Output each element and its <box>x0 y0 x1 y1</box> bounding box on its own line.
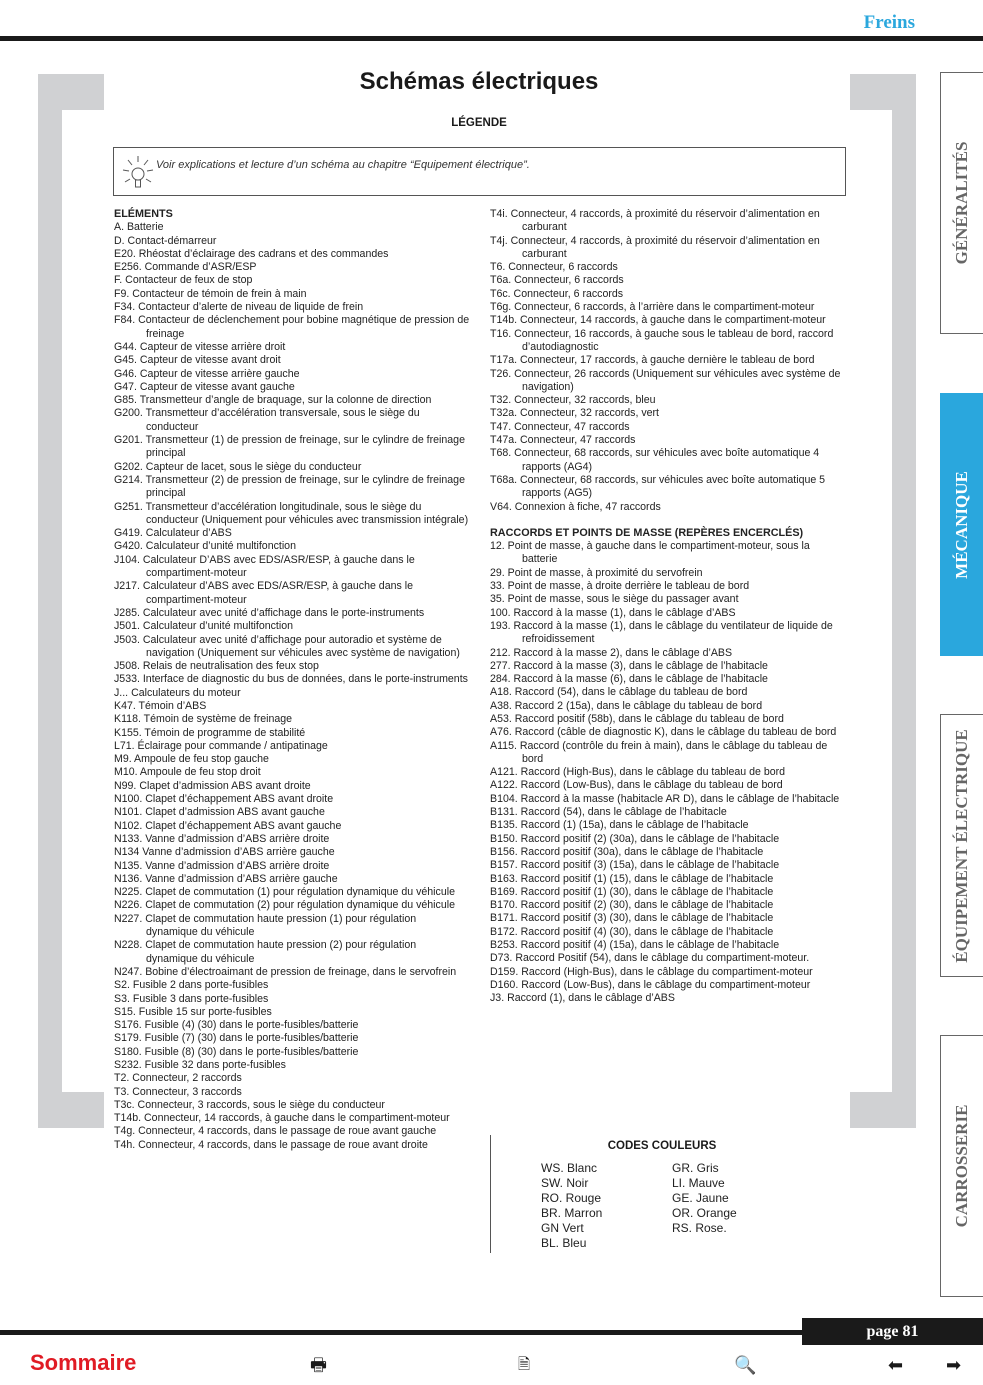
raccord-item: B172. Raccord positif (4) (30), dans le câblage de l’habitacle <box>490 925 774 938</box>
element-item: N227. Clapet de commutation haute pression (1) pour régulation dynamique du véhicule <box>114 912 417 939</box>
raccords-heading: RACCORDS ET POINTS DE MASSE (REPÈRES ENCERCLÉS) <box>490 526 804 539</box>
element-item: E256. Commande d’ASR/ESP <box>114 261 257 274</box>
raccord-item: 284. Raccord à la masse (6), dans le câblage de l’habitacle <box>490 673 768 686</box>
connector-item: T6. Connecteur, 6 raccords <box>490 261 618 274</box>
element-item: F34. Contacteur d’alerte de niveau de liquide de frein <box>114 301 364 314</box>
codes-list-1 <box>541 1161 602 1251</box>
connectors-list <box>490 208 848 514</box>
element-item: F84. Contacteur de déclenchement pour bobine magnétique de pression de freinage <box>114 314 470 340</box>
tab-carrosserie[interactable] <box>940 1035 983 1297</box>
element-item: G201. Transmetteur (1) de pression de freinage, sur le cylindre de freinage principal <box>114 434 465 460</box>
raccord-item: A115. Raccord (contrôle du frein à main), dans le câblage du tableau de bord <box>490 739 828 765</box>
codes-list-2 <box>672 1161 737 1236</box>
connector-item: T47a. Connecteur, 47 raccords <box>490 434 636 447</box>
connector-item: T68. Connecteur, 68 raccords, sur véhicules avec boîte automatique 4 rapports (AG4) <box>490 447 820 473</box>
element-item: S176. Fusible (4) (30) dans le porte-fusibles/batterie <box>114 1019 359 1032</box>
raccord-item: 35. Point de masse, sous le siège du passager avant <box>490 593 739 606</box>
header-rule <box>0 36 983 41</box>
color-code: OR. Orange <box>672 1206 737 1220</box>
element-item: J503. Calculateur avec unité d’affichage pour autoradio et système de navigation (Uniquement sur véhicules avec système de navigation) <box>114 633 460 659</box>
connector-item: T6a. Connecteur, 6 raccords <box>490 274 624 287</box>
raccord-item: B156. Raccord positif (30a), dans le câblage de l’habitacle <box>490 845 764 858</box>
raccord-item: B169. Raccord positif (1) (30), dans le câblage de l’habitacle <box>490 885 774 898</box>
raccord-item: B163. Raccord positif (1) (15), dans le câblage de l’habitacle <box>490 872 774 885</box>
element-item: J501. Calculateur d’unité multifonction <box>114 620 294 633</box>
raccord-item: A122. Raccord (Low-Bus), dans le câblage du tableau de bord <box>490 779 783 792</box>
element-item: S180. Fusible (8) (30) dans le porte-fusibles/batterie <box>114 1045 359 1058</box>
element-item: G45. Capteur de vitesse avant droit <box>114 354 281 367</box>
color-code: GE. Jaune <box>672 1191 729 1205</box>
frame-bottom-left <box>38 1092 104 1128</box>
element-item: G251. Transmetteur d’accélération longitudinale, sous le siège du conducteur (Uniquement pour véhicules avec transmission intégrale) <box>114 500 469 526</box>
raccord-item: B171. Raccord positif (3) (30), dans le câblage de l’habitacle <box>490 912 774 925</box>
document-icon[interactable]: 🗎 <box>518 1356 531 1373</box>
element-item: S15. Fusible 15 sur porte-fusibles <box>114 1005 272 1018</box>
element-item: K47. Témoin d’ABS <box>114 699 207 712</box>
connector-item: T17a. Connecteur, 17 raccords, à gauche dernière le tableau de bord <box>490 354 815 367</box>
frame-right <box>892 74 916 1128</box>
element-item: S3. Fusible 3 dans porte-fusibles <box>114 992 269 1005</box>
next-page-icon[interactable]: ➡ <box>946 1355 962 1375</box>
element-item: G214. Transmetteur (2) de pression de freinage, sur le cylindre de freinage principal <box>114 473 465 500</box>
element-item: L71. Éclairage pour commande / antipatinage <box>114 739 328 752</box>
element-item: M10. Ampoule de feu stop droit <box>114 766 261 779</box>
element-item: G420. Calculateur d’unité multifonction <box>114 540 296 553</box>
tab-label: ÉQUIPEMENT ÉLECTRIQUE <box>952 728 971 963</box>
note-box <box>113 147 846 196</box>
raccord-item: 33. Point de masse, à droite derrière le tableau de bord <box>490 580 750 593</box>
element-item: T4g. Connecteur, 4 raccords, dans le passage de roue avant gauche <box>114 1125 437 1138</box>
raccord-item: B157. Raccord positif (3) (15a), dans le câblage de l’habitacle <box>490 859 780 872</box>
codes-couleurs-heading: CODES COULEURS <box>607 1140 717 1152</box>
raccord-item: A18. Raccord (54), dans le câblage du tableau de bord <box>490 686 748 699</box>
elements-list <box>114 221 470 1152</box>
element-item: G200. Transmetteur d’accélération transversale, sous le siège du conducteur <box>114 407 420 433</box>
raccord-item: 12. Point de masse, à gauche dans le compartiment-moteur, sous la batterie <box>490 540 810 566</box>
connector-item: T26. Connecteur, 26 raccords (Uniquement sur véhicules avec système de navigation) <box>490 367 841 393</box>
raccord-item: 29. Point de masse, à proximité du servofrein <box>490 566 703 579</box>
element-item: F9. Contacteur de témoin de frein à main <box>114 287 307 300</box>
connector-item: T47. Connecteur, 47 raccords <box>490 420 630 433</box>
element-item: N133. Vanne d’admission d’ABS arrière droite <box>114 832 330 845</box>
element-item: N102. Clapet d’échappement ABS avant gauche <box>114 819 342 832</box>
connector-item: T14b. Connecteur, 14 raccords, à gauche dans le compartiment-moteur <box>490 314 826 327</box>
element-item: T3c. Connecteur, 3 raccords, sous le siège du conducteur <box>114 1098 385 1111</box>
raccord-item: D73. Raccord Positif (54), dans le câblage du compartiment-moteur. <box>490 952 810 965</box>
element-item: J533. Interface de diagnostic du bus de données, dans le porte-instruments <box>114 673 468 686</box>
color-code: RS. Rose. <box>672 1221 727 1235</box>
color-code: SW. Noir <box>541 1176 589 1190</box>
raccord-item: B253. Raccord positif (4) (15a), dans le câblage de l’habitacle <box>490 939 780 952</box>
element-item: J... Calculateurs du moteur <box>114 686 241 699</box>
prev-page-icon[interactable]: ⬅ <box>888 1355 904 1375</box>
search-icon[interactable]: 🔍 <box>734 1355 757 1375</box>
raccord-item: D160. Raccord (Low-Bus), dans le câblage du compartiment-moteur <box>490 978 811 991</box>
tab-label: CARROSSERIE <box>952 1104 971 1228</box>
element-item: G47. Capteur de vitesse avant gauche <box>114 380 295 393</box>
raccord-item: B170. Raccord positif (2) (30), dans le câblage de l’habitacle <box>490 899 774 912</box>
print-icon[interactable]: 🖶 <box>310 1355 327 1375</box>
element-item: J217. Calculateur d’ABS avec EDS/ASR/ESP, à gauche dans le compartiment-moteur <box>114 580 413 606</box>
tab-label: MÉCANIQUE <box>952 470 971 579</box>
element-item: F. Contacteur de feux de stop <box>114 274 253 287</box>
section-gap <box>490 514 848 527</box>
tab-equipement-electrique[interactable] <box>940 714 983 977</box>
connector-item: T6c. Connecteur, 6 raccords <box>490 287 624 300</box>
raccord-item: A121. Raccord (High-Bus), dans le câblage du tableau de bord <box>490 766 786 779</box>
connector-item: T4j. Connecteur, 4 raccords, à proximité du réservoir d’alimentation en carburant <box>490 234 820 260</box>
raccord-item: B135. Raccord (1) (15a), dans le câblage de l’habitacle <box>490 819 749 832</box>
element-item: K155. Témoin de programme de stabilité <box>114 726 306 739</box>
frame-left <box>38 74 62 1128</box>
element-item: G46. Capteur de vitesse arrière gauche <box>114 367 300 380</box>
lightbulb-icon <box>120 152 156 192</box>
element-item: S2. Fusible 2 dans porte-fusibles <box>114 979 269 992</box>
raccord-item: 212. Raccord à la masse 2), dans le câblage d’ABS <box>490 646 733 659</box>
codes-divider <box>490 1135 491 1253</box>
color-code: GR. Gris <box>672 1161 719 1175</box>
raccord-item: A76. Raccord (câble de diagnostic K), dans le câblage du tableau de bord <box>490 726 837 739</box>
element-item: J104. Calculateur D’ABS avec EDS/ASR/ESP, à gauche dans le compartiment-moteur <box>114 553 415 580</box>
legende-heading: LÉGENDE <box>451 117 507 129</box>
color-code: BL. Bleu <box>541 1236 587 1250</box>
connector-item: T16. Connecteur, 16 raccords, à gauche sous le tableau de bord, raccord d’autodiagnostic <box>490 327 834 353</box>
frame-bottom-right <box>850 1092 916 1128</box>
raccord-item: B150. Raccord positif (2) (30a), dans le câblage de l’habitacle <box>490 832 780 845</box>
tab-label: GÉNÉRALITÉS <box>952 141 971 265</box>
color-code: BR. Marron <box>541 1206 603 1220</box>
connector-item: T6g. Connecteur, 6 raccords, à l’arrière dans le compartiment-moteur <box>490 301 815 314</box>
element-item: G44. Capteur de vitesse arrière droit <box>114 340 286 353</box>
color-code: GN Vert <box>541 1221 584 1235</box>
element-item: T2. Connecteur, 2 raccords <box>114 1072 242 1085</box>
element-item: N135. Vanne d’admission d’ABS arrière droite <box>114 859 330 872</box>
element-item: K118. Témoin de système de freinage <box>114 713 293 726</box>
tab-generalites[interactable] <box>940 72 983 334</box>
page-number: page 81 <box>866 1323 919 1340</box>
connectors-column <box>490 208 848 1006</box>
element-item: G85. Transmetteur d’angle de braquage, sur la colonne de direction <box>114 394 432 407</box>
raccords-list <box>490 540 848 1005</box>
element-item: J285. Calculateur avec unité d’affichage dans le porte-instruments <box>114 606 425 619</box>
raccord-item: J3. Raccord (1), dans le câblage d’ABS <box>490 992 675 1005</box>
color-code: RO. Rouge <box>541 1191 602 1205</box>
raccord-item: 277. Raccord à la masse (3), dans le câblage de l’habitacle <box>490 659 768 672</box>
element-item: N99. Clapet d’admission ABS avant droite <box>114 779 311 792</box>
connector-item: T4i. Connecteur, 4 raccords, à proximité du réservoir d’alimentation en carburant <box>490 208 820 234</box>
raccord-item: B104. Raccord à la masse (habitacle AR D), dans le câblage de l’habitacle <box>490 792 840 805</box>
tab-mecanique[interactable] <box>940 393 983 656</box>
element-item: A. Batterie <box>114 221 164 234</box>
element-item: N100. Clapet d’échappement ABS avant droite <box>114 793 334 806</box>
raccord-item: B131. Raccord (54), dans le câblage de l’habitacle <box>490 806 727 819</box>
connector-item: T68a. Connecteur, 68 raccords, sur véhicules avec boîte automatique 5 rapports (AG5) <box>490 473 826 500</box>
section-title: Freins <box>863 12 915 33</box>
element-item: N136. Vanne d’admission d’ABS arrière gauche <box>114 872 338 885</box>
element-item: N226. Clapet de commutation (2) pour régulation dynamique du véhicule <box>114 899 455 912</box>
element-item: D. Contact-démarreur <box>114 234 217 247</box>
raccord-item: D159. Raccord (High-Bus), dans le câblage du compartiment-moteur <box>490 965 813 978</box>
element-item: J508. Relais de neutralisation des feux stop <box>114 660 319 673</box>
connector-item: T32a. Connecteur, 32 raccords, vert <box>490 407 659 420</box>
sommaire-link[interactable]: Sommaire <box>30 1350 137 1375</box>
color-code: LI. Mauve <box>672 1176 725 1190</box>
element-item: N247. Bobine d’électroaimant de pression de freinage, dans le servofrein <box>114 965 457 978</box>
element-item: N228. Clapet de commutation haute pression (2) pour régulation dynamique du véhicule <box>114 939 417 965</box>
element-item: S232. Fusible 32 dans porte-fusibles <box>114 1059 286 1071</box>
color-code: WS. Blanc <box>541 1161 598 1175</box>
element-item: G202. Capteur de lacet, sous le siège du conducteur <box>114 460 362 473</box>
raccord-item: A53. Raccord positif (58b), dans le câblage du tableau de bord <box>490 712 784 725</box>
element-item: G419. Calculateur d’ABS <box>114 527 232 540</box>
connector-item: V64. Connexion à fiche, 47 raccords <box>490 500 661 513</box>
element-item: T14b. Connecteur, 14 raccords, à gauche dans le compartiment-moteur <box>114 1112 450 1125</box>
raccord-item: A38. Raccord 2 (15a), dans le câblage du tableau de bord <box>490 699 763 712</box>
element-item: N225. Clapet de commutation (1) pour régulation dynamique du véhicule <box>114 886 455 899</box>
raccord-item: 100. Raccord à la masse (1), dans le câblage d’ABS <box>490 606 736 619</box>
elements-column <box>114 208 470 1152</box>
element-item: N134 Vanne d’admission d’ABS arrière gauche <box>114 846 335 859</box>
page-title: Schémas électriques <box>359 68 599 95</box>
element-item: N101. Clapet d’admission ABS avant gauche <box>114 806 325 819</box>
note-text: Voir explications et lecture d’un schéma au chapitre “Equipement électrique”. <box>156 159 530 171</box>
element-item: S179. Fusible (7) (30) dans le porte-fusibles/batterie <box>114 1032 359 1045</box>
element-item: E20. Rhéostat d’éclairage des cadrans et des commandes <box>114 247 389 260</box>
element-item: T4h. Connecteur, 4 raccords, dans le passage de roue avant droite <box>114 1138 428 1151</box>
element-item: T3. Connecteur, 3 raccords <box>114 1085 242 1098</box>
element-item: M9. Ampoule de feu stop gauche <box>114 753 269 766</box>
raccord-item: 193. Raccord à la masse (1), dans le câblage du ventilateur de liquide de refroidissement <box>490 619 833 646</box>
elements-heading: ELÉMENTS <box>114 208 173 220</box>
connector-item: T32. Connecteur, 32 raccords, bleu <box>490 394 656 407</box>
